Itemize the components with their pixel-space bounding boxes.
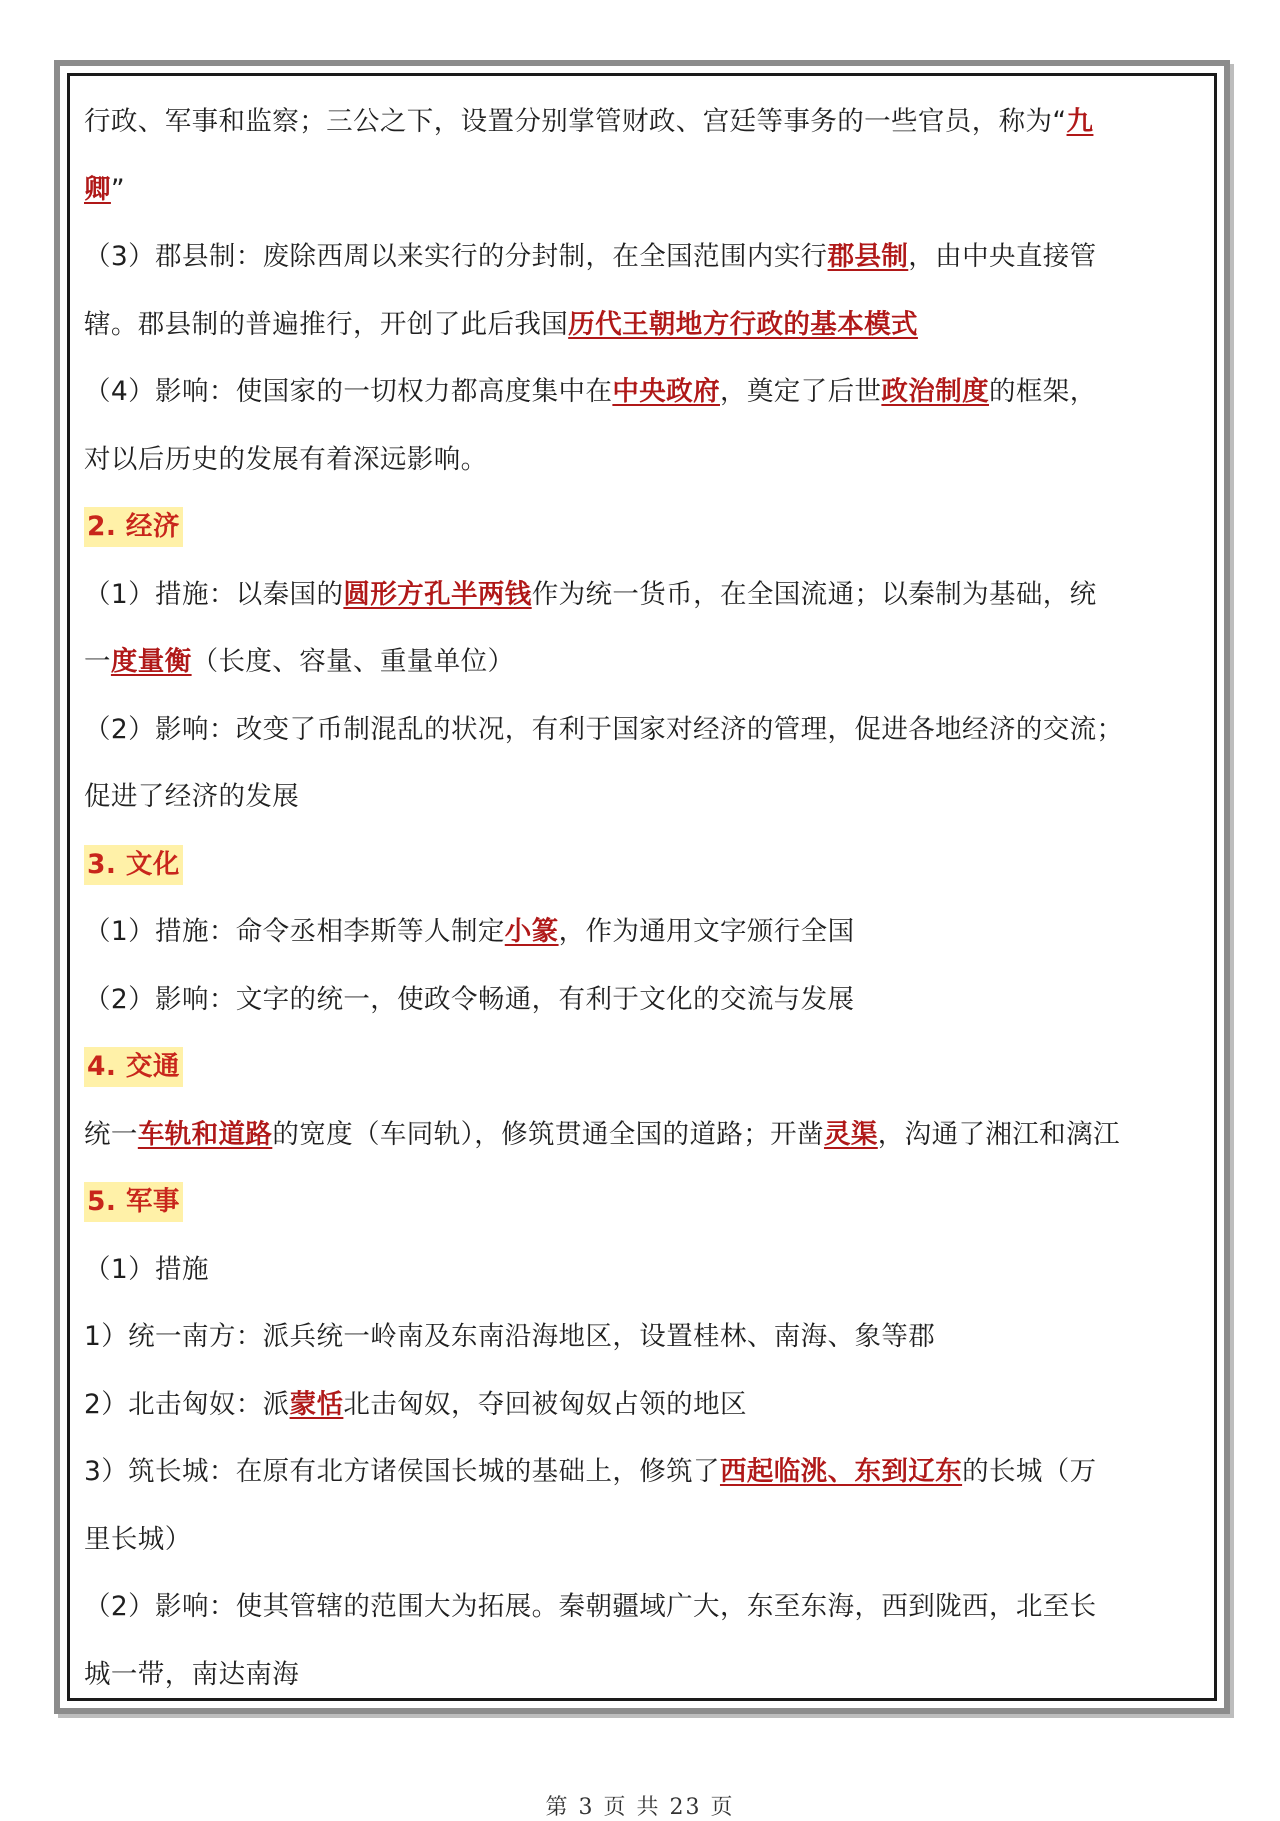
text-run: （3）郡县制：废除西周以来实行的分封制，在全国范围内实行 (84, 241, 828, 272)
text-run: 一 (84, 646, 111, 677)
section-heading-line (84, 1033, 1200, 1101)
text-line (84, 1236, 1200, 1304)
text-line (84, 358, 1200, 426)
text-run: 3）筑长城：在原有北方诸侯国长城的基础上，修筑了 (84, 1456, 720, 1487)
text-run: 行政、军事和监察；三公之下，设置分别掌管财政、宫廷等事务的一些官员，称为“ (84, 106, 1067, 137)
text-line (84, 1438, 1200, 1506)
text-run: 1）统一南方：派兵统一岭南及东南沿海地区，设置桂林、南海、象等郡 (84, 1321, 936, 1352)
text-line (84, 88, 1200, 156)
text-run: 城一带，南达南海 (84, 1658, 300, 1690)
section-heading-line (84, 493, 1200, 561)
text-run: 里长城） (84, 1523, 192, 1555)
text-run: 促进了经济的发展 (84, 781, 300, 812)
text-line (84, 426, 1200, 494)
text-run: 5. 军事 (87, 1186, 180, 1217)
text-run: 对以后历史的发展有着深远影响。 (84, 443, 488, 475)
key-term: 灵渠 (823, 1118, 878, 1150)
key-term: 九 (1066, 106, 1094, 137)
key-term: 郡县制 (827, 241, 909, 272)
key-term: 度量衡 (110, 646, 192, 677)
section-heading-line (84, 1168, 1200, 1236)
text-run: 的宽度（车同轨），修筑贯通全国的道路；开凿 (272, 1118, 824, 1150)
text-line (84, 696, 1200, 764)
text-run: ，作为通用文字颁行全国 (558, 916, 855, 947)
text-run: （1）措施：命令丞相李斯等人制定 (84, 916, 505, 947)
section-heading-line (84, 831, 1200, 899)
text-run: 3. 文化 (87, 848, 180, 880)
page-frame (54, 60, 1230, 1714)
text-run: 2）北击匈奴：派 (84, 1388, 290, 1420)
text-line (84, 1303, 1200, 1371)
key-term: 小篆 (504, 916, 559, 947)
key-term: 蒙恬 (289, 1388, 344, 1420)
page-footer: 第 3 页 共 23 页 (545, 1795, 735, 1820)
text-line (84, 223, 1200, 291)
section-heading (84, 1182, 183, 1222)
text-run: （4）影响：使国家的一切权力都高度集中在 (84, 376, 613, 407)
text-run: （2）影响：改变了币制混乱的状况，有利于国家对经济的管理，促进各地经济的交流； (84, 713, 1124, 745)
key-term: 政治制度 (881, 376, 989, 407)
text-line (84, 1573, 1200, 1641)
text-line (84, 1371, 1200, 1439)
text-line (84, 966, 1200, 1034)
text-line (84, 1641, 1200, 1709)
text-run: ，奠定了后世 (719, 376, 882, 407)
key-term: 卿 (84, 173, 111, 205)
text-run: 的长城（万 (962, 1456, 1097, 1487)
text-line (84, 291, 1200, 359)
key-term: 中央政府 (612, 376, 720, 407)
text-run: 4. 交通 (87, 1051, 180, 1082)
key-term: 西起临洮、东到辽东 (719, 1456, 963, 1487)
text-run: 辖。郡县制的普遍推行，开创了此后我国 (84, 308, 569, 340)
text-line (84, 156, 1200, 224)
text-run: （1）措施 (84, 1253, 209, 1285)
text-line (84, 763, 1200, 831)
text-run: 2. 经济 (87, 511, 180, 542)
key-term: 历代王朝地方行政的基本模式 (568, 308, 918, 340)
text-line (84, 1101, 1200, 1169)
text-run: ” (110, 173, 126, 205)
text-run: （2）影响：使其管辖的范围大为拓展。秦朝疆域广大，东至东海，西到陇西，北至长 (84, 1591, 1097, 1622)
section-heading (84, 1047, 183, 1087)
key-term: 圆形方孔半两钱 (343, 578, 532, 610)
text-run: ，由中央直接管 (908, 241, 1097, 272)
document-body (84, 88, 1200, 1708)
text-line (84, 628, 1200, 696)
text-line (84, 898, 1200, 966)
text-run: ，沟通了湘江和漓江 (877, 1118, 1120, 1150)
page-inner-border (67, 73, 1217, 1701)
text-line (84, 561, 1200, 629)
text-run: 作为统一货币，在全国流通；以秦制为基础，统 (531, 578, 1097, 610)
key-term: 车轨和道路 (137, 1118, 273, 1150)
section-heading (84, 845, 183, 885)
text-run: 统一 (84, 1118, 138, 1150)
text-run: 的框架， (989, 376, 1097, 407)
section-heading (84, 507, 183, 547)
text-run: （长度、容量、重量单位） (191, 646, 515, 677)
text-run: （1）措施：以秦国的 (84, 578, 344, 610)
text-line (84, 1506, 1200, 1574)
text-run: 北击匈奴，夺回被匈奴占领的地区 (343, 1388, 747, 1420)
text-run: （2）影响：文字的统一，使政令畅通，有利于文化的交流与发展 (84, 983, 855, 1015)
